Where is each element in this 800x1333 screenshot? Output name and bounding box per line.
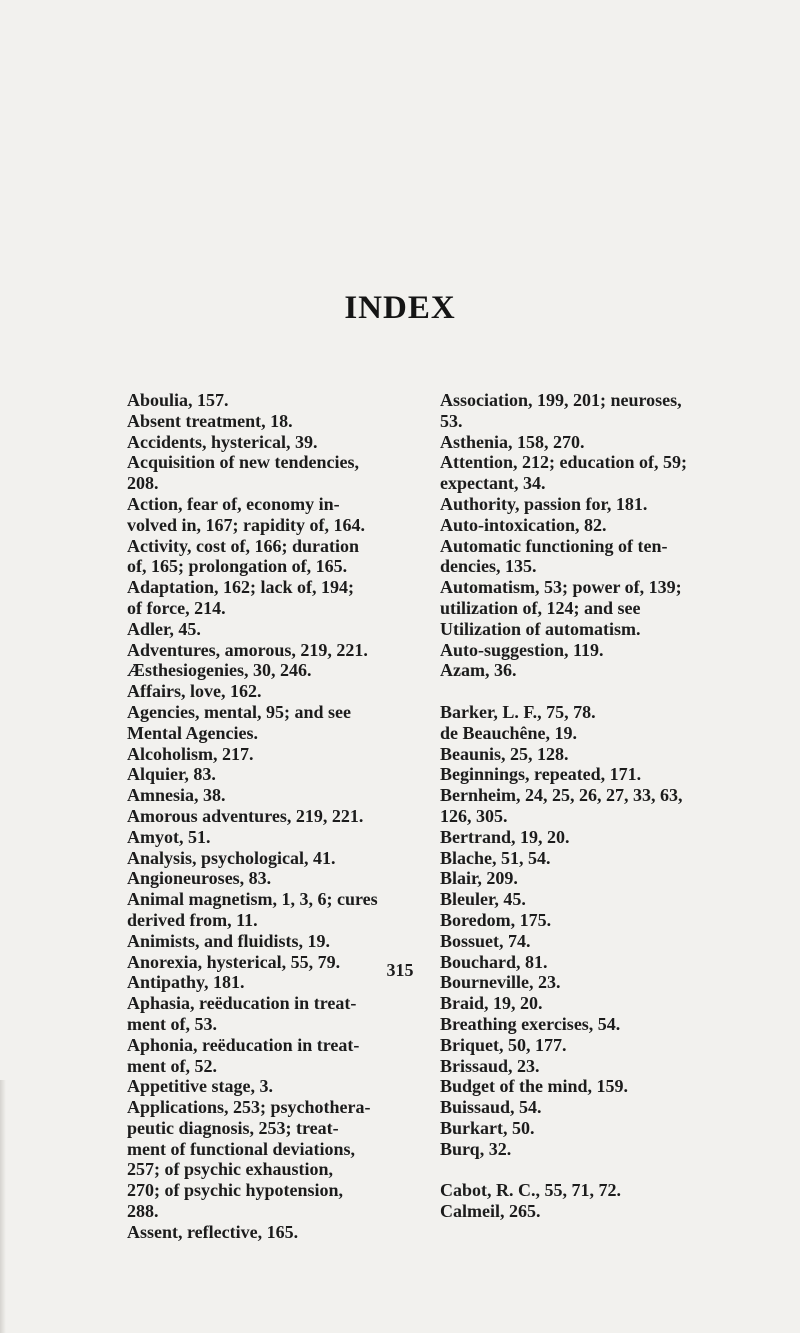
index-entry (440, 1097, 732, 1118)
index-entry-text: Analysis, psychological, 41. (127, 847, 336, 868)
index-entry-text: Burkart, 50. (440, 1117, 535, 1138)
index-entry-text: Appetitive stage, 3. (127, 1076, 273, 1097)
index-entry (440, 723, 732, 744)
index-entry (127, 494, 417, 536)
index-entry-text: Budget of the mind, 159. (440, 1076, 629, 1097)
index-entry (127, 702, 417, 744)
index-entry-text: Activity, cost of, 166; duration (127, 535, 359, 556)
index-entry (127, 764, 417, 785)
index-entry-text: Auto-intoxication, 82. (440, 514, 607, 535)
index-column-left (127, 390, 417, 1243)
index-entry (127, 681, 417, 702)
index-entry-text: Applications, 253; psychothera- (127, 1097, 371, 1118)
index-entry (127, 993, 417, 1035)
index-entry-continuation: derived from, 11. (127, 909, 258, 930)
index-entry-text: Authority, passion for, 181. (440, 493, 648, 514)
index-entry-continuation: 53. (440, 410, 463, 431)
index-entry-text: Aboulia, 157. (127, 390, 229, 410)
index-entry-continuation: dencies, 135. (440, 556, 537, 577)
index-entry-continuation: of force, 214. (127, 597, 226, 618)
index-entry-text: Absent treatment, 18. (127, 410, 293, 431)
index-entry-continuation: peutic diagnosis, 253; treat- (127, 1117, 339, 1138)
index-entry (127, 432, 417, 453)
index-entry (440, 827, 732, 848)
index-entry-text: Accidents, hysterical, 39. (127, 431, 318, 452)
index-entry (440, 536, 732, 578)
index-entry-continuation: utilization of, 124; and see (440, 597, 641, 618)
index-entry (440, 1118, 732, 1139)
index-entry-text: Æsthesiogenies, 30, 246. (127, 660, 312, 681)
index-entry (127, 640, 417, 661)
index-entry (127, 660, 417, 681)
index-entry-text: Automatism, 53; power of, 139; (440, 577, 682, 598)
index-entry-text: Boredom, 175. (440, 909, 552, 930)
index-entry-text: Anorexia, hysterical, 55, 79. (127, 951, 341, 972)
index-entry-continuation: 257; of psychic exhaustion, (127, 1159, 334, 1180)
index-entry-text: Automatic functioning of ten- (440, 535, 668, 556)
index-entry (127, 931, 417, 952)
index-entry (127, 1097, 417, 1222)
index-entry (127, 889, 417, 931)
index-entry (127, 848, 417, 869)
index-entry-continuation: ment of, 52. (127, 1055, 217, 1076)
index-entry-text: Aphasia, reëducation in treat- (127, 993, 357, 1014)
index-entry-continuation: 288. (127, 1201, 159, 1222)
index-entry-text: Beginnings, repeated, 171. (440, 764, 642, 785)
index-entry-text: Attention, 212; education of, 59; (440, 452, 687, 473)
index-entry-continuation: of, 165; prolongation of, 165. (127, 556, 348, 577)
index-entry (440, 1035, 732, 1056)
index-entry (440, 1201, 732, 1222)
index-entry (440, 931, 732, 952)
index-entry-continuation: Utilization of automatism. (440, 618, 641, 639)
index-entry-continuation: 126, 305. (440, 805, 508, 826)
index-entry (440, 868, 732, 889)
index-entry-text: Antipathy, 181. (127, 972, 245, 993)
index-entry (127, 577, 417, 619)
index-entry (440, 390, 732, 432)
page-title: INDEX (344, 290, 456, 326)
index-entry (440, 785, 732, 827)
index-entry-text: Amyot, 51. (127, 826, 211, 847)
index-entry (127, 827, 417, 848)
index-entry-text: Amnesia, 38. (127, 785, 226, 806)
index-entry (127, 1035, 417, 1077)
index-entry (127, 411, 417, 432)
index-entry (440, 577, 732, 639)
index-entry (440, 1056, 732, 1077)
index-entry-text: Assent, reflective, 165. (127, 1221, 299, 1242)
index-entry-text: de Beauchêne, 19. (440, 722, 577, 743)
index-entry (440, 640, 732, 661)
page-number: 315 (386, 960, 414, 980)
index-entry-text: Alquier, 83. (127, 764, 216, 785)
index-entry-text: Bertrand, 19, 20. (440, 826, 570, 847)
index-entry (127, 806, 417, 827)
index-entry (440, 1180, 732, 1201)
index-entry-text: Buissaud, 54. (440, 1097, 542, 1118)
index-entry-text: Brissaud, 23. (440, 1055, 540, 1076)
index-entry (440, 993, 732, 1014)
index-entry (440, 494, 732, 515)
index-entry-text: Affairs, love, 162. (127, 681, 262, 702)
index-entry (440, 452, 732, 494)
index-entry (440, 432, 732, 453)
index-entry (440, 910, 732, 931)
index-entry-continuation: ment of functional deviations, (127, 1138, 356, 1159)
index-entry-continuation: expectant, 34. (440, 473, 546, 494)
index-entry (440, 744, 732, 765)
index-entry-continuation: ment of, 53. (127, 1013, 217, 1034)
index-entry (127, 1222, 417, 1243)
index-entry (127, 1076, 417, 1097)
index-entry (127, 785, 417, 806)
index-entry-text: Auto-suggestion, 119. (440, 639, 604, 660)
index-entry-text: Association, 199, 201; neuroses, (440, 390, 682, 410)
index-section-gap (440, 1159, 732, 1180)
index-entry-text: Angioneuroses, 83. (127, 868, 272, 889)
index-entry (440, 660, 732, 681)
index-entry (127, 868, 417, 889)
index-entry-text: Animal magnetism, 1, 3, 6; cures (127, 889, 378, 910)
index-entry-text: Briquet, 50, 177. (440, 1034, 567, 1055)
index-entry-text: Agencies, mental, 95; and see (127, 701, 351, 722)
index-entry-text: Alcoholism, 217. (127, 743, 254, 764)
index-entry (440, 848, 732, 869)
index-entry-text: Bernheim, 24, 25, 26, 27, 33, 63, (440, 785, 683, 806)
index-entry (127, 744, 417, 765)
index-entry-text: Blache, 51, 54. (440, 847, 551, 868)
index-entry (440, 1139, 732, 1160)
index-entry-text: Adventures, amorous, 219, 221. (127, 639, 368, 660)
index-entry-text: Burq, 32. (440, 1138, 512, 1159)
index-entry-text: Bossuet, 74. (440, 930, 531, 951)
index-entry (440, 1076, 732, 1097)
index-entry-text: Acquisition of new tendencies, (127, 452, 360, 473)
index-entry-text: Calmeil, 265. (440, 1201, 541, 1222)
index-entry-text: Blair, 209. (440, 868, 518, 889)
index-entry (127, 536, 417, 578)
index-entry (440, 702, 732, 723)
index-entry-text: Action, fear of, economy in- (127, 493, 340, 514)
index-entry (440, 764, 732, 785)
index-entry-text: Aphonia, reëducation in treat- (127, 1034, 360, 1055)
index-entry (440, 1014, 732, 1035)
index-entry-continuation: volved in, 167; rapidity of, 164. (127, 514, 366, 535)
index-entry-text: Animists, and fluidists, 19. (127, 930, 331, 951)
index-column-right (440, 390, 732, 1222)
index-entry (127, 390, 417, 411)
index-entry (440, 889, 732, 910)
page-edge-shadow (0, 1080, 6, 1333)
index-entry-text: Bourneville, 23. (440, 972, 561, 993)
index-entry-text: Bleuler, 45. (440, 889, 526, 910)
index-section-gap (440, 681, 732, 702)
index-entry-text: Adaptation, 162; lack of, 194; (127, 577, 355, 598)
index-entry-text: Azam, 36. (440, 660, 517, 681)
index-entry (440, 515, 732, 536)
index-entry (127, 619, 417, 640)
index-entry-text: Bouchard, 81. (440, 951, 548, 972)
index-entry-text: Barker, L. F., 75, 78. (440, 701, 596, 722)
index-entry-text: Cabot, R. C., 55, 71, 72. (440, 1180, 622, 1201)
index-entry-continuation: 270; of psychic hypotension, (127, 1180, 344, 1201)
index-entry-text: Breathing exercises, 54. (440, 1013, 621, 1034)
index-entry-continuation: Mental Agencies. (127, 722, 258, 743)
index-entry-text: Amorous adventures, 219, 221. (127, 805, 364, 826)
index-entry-text: Asthenia, 158, 270. (440, 431, 585, 452)
index-entry-text: Braid, 19, 20. (440, 993, 543, 1014)
index-entry (127, 452, 417, 494)
index-entry-text: Beaunis, 25, 128. (440, 743, 569, 764)
index-entry-text: Adler, 45. (127, 618, 201, 639)
index-entry-continuation: 208. (127, 473, 159, 494)
